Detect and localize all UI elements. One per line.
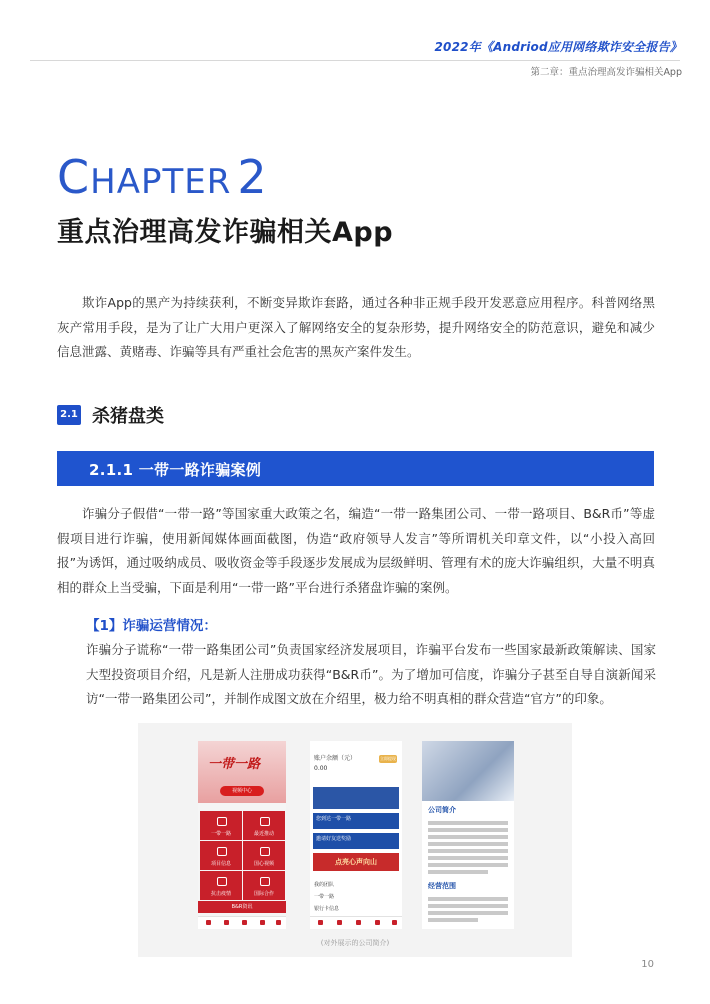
page-number: 10 <box>641 959 654 970</box>
case-figure <box>138 723 572 957</box>
figure-caption: (对外展示的公司简介) <box>320 939 390 947</box>
promo-card: 邀请好友送奖励 <box>313 833 399 849</box>
menu-row: 一带一路 <box>314 894 335 900</box>
case-paragraph: 诈骗分子假借“一带一路”等国家重大政策之名，编造“一带一路集团公司、一带一路项目、B&R币”等虚假项目进行诈骗，使用新闻媒体画面截图，伪造“政府领导人发言”等所谓机关印章文件，以“小投入高回报”为诱饵，通过吸纳成员、吸收资金等手段逐步发展成为层级鲜明、管理有术的庞大诈骗组织，大量不明真相的群众上当受骗，下面是利用“一带一路”平台进行杀猪盘诈骗的案例。 <box>57 506 655 595</box>
operation-heading: 【1】诈骗运营情况： <box>86 618 217 634</box>
home-news-bar: B&R资讯 <box>198 901 286 913</box>
menu-row: 我的团队 <box>314 882 335 888</box>
chapter-reference: 第二章：重点治理高发诈骗相关App <box>530 67 682 78</box>
section-title: 杀猪盘类 <box>92 406 164 427</box>
stats-card <box>313 787 399 809</box>
withdraw-button: 立即提现 <box>380 756 396 761</box>
account-tab-bar <box>310 916 402 929</box>
intro-paragraph: 欺诈App的黑产为持续获利，不断变异欺诈套路，通过各种非正规手段开发恶意应用程序。科普网络黑灰产常用手段，是为了让广大用户更深入了解网络安全的复杂形势，提升网络安全的防范意识，避免和减少信息泄露、黄赌毒、诈骗等具有严重社会危害的黑灰产案件发生。 <box>57 295 655 359</box>
operation-paragraph: 诈骗分子谎称“一带一路集团公司”负责国家经济发展项目，诈骗平台发布一些国家最新政策解读、国家大型投资项目介绍，凡是新人注册成功获得“B&R币”。为了增加可信度，诈骗分子甚至自导自演新闻采访“一带一路集团公司”，并制作成图文放在介绍里，极力给不明真相的群众营造“官方”的印象。 <box>86 642 656 706</box>
account-banner: 点亮心声向山 <box>313 853 399 871</box>
header-divider <box>30 60 680 61</box>
phone-screenshot-home <box>198 741 286 929</box>
business-scope-heading: 经营范围 <box>428 882 456 890</box>
home-tile: 项目信息 <box>200 841 242 870</box>
section-badge: 2.1 <box>57 405 81 425</box>
promo-card: 您到达一带一路 <box>313 813 399 829</box>
home-tile: 国际合作 <box>243 871 285 900</box>
home-tile: 抗击疫情 <box>200 871 242 900</box>
balance-amount: 0.00 <box>314 765 328 772</box>
subsection-title: 2.1.1 一带一路诈骗案例 <box>89 461 262 479</box>
home-tile: 国心视频 <box>243 841 285 870</box>
chapter-number: 2 <box>237 150 268 204</box>
home-banner-text: 一带一路 <box>208 757 261 772</box>
chapter-label <box>57 150 268 204</box>
company-building-image <box>422 741 514 801</box>
home-tile: 最近推动 <box>243 811 285 840</box>
report-title: 2022年《Andriod应用网络欺诈安全报告》 <box>434 40 682 54</box>
chapter-title: 重点治理高发诈骗相关App <box>57 217 394 248</box>
phone-screenshot-company <box>422 741 514 929</box>
video-center-pill: 视频中心 <box>220 786 264 796</box>
home-tile: 一带一路 <box>200 811 242 840</box>
menu-row: 银行卡信息 <box>314 906 340 912</box>
company-profile-heading: 公司简介 <box>428 806 456 814</box>
home-tab-bar <box>198 916 286 929</box>
chapter-label-rest: HAPTER <box>90 162 232 202</box>
account-header <box>310 741 402 791</box>
balance-label: 账户余额（元） <box>314 755 357 762</box>
phone-screenshot-account <box>310 741 402 929</box>
chapter-label-initial: C <box>57 150 91 204</box>
